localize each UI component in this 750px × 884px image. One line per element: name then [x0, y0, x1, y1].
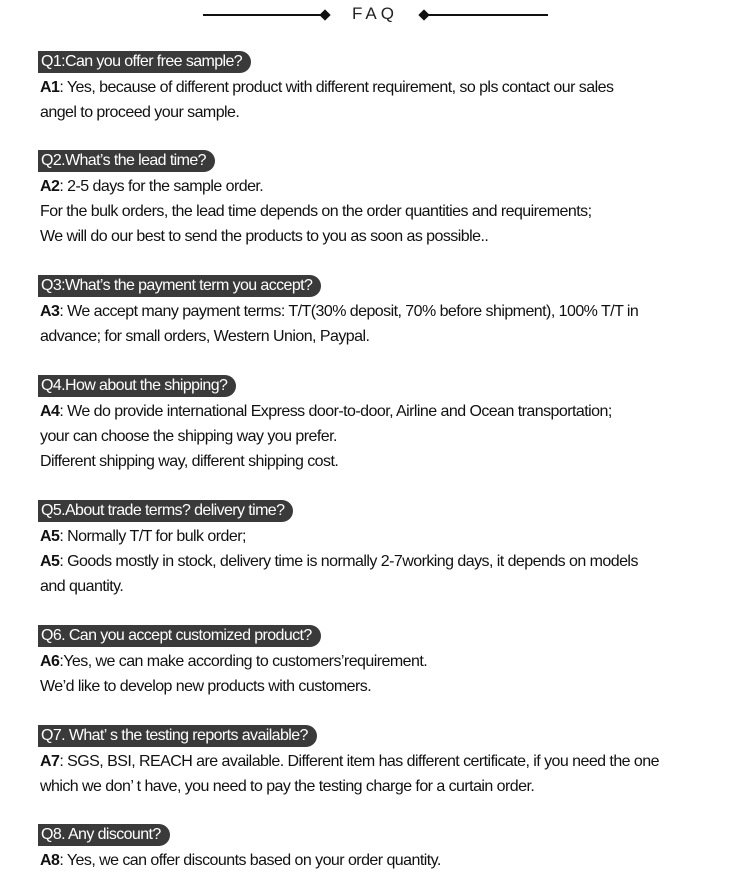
- header-rule-left: [203, 14, 323, 16]
- answer-text: angel to proceed your sample.: [40, 104, 240, 121]
- answer: [40, 299, 738, 349]
- faq-item-2: [38, 150, 738, 249]
- header-rule-right: [427, 14, 548, 16]
- question-pill: Q5.About trade terms? delivery time?: [38, 500, 293, 522]
- question-pill: Q2.What’s the lead time?: [38, 150, 215, 172]
- answer-text: Different shipping way, different shipping cost.: [40, 453, 339, 470]
- answer-label: A5: [40, 528, 60, 545]
- answer-text: For the bulk orders, the lead time depends on the order quantities and requirements;: [40, 203, 592, 220]
- answer: [40, 75, 738, 125]
- answer-label: A8: [40, 852, 60, 869]
- answer-text: : Yes, because of different product with different requirement, so pls contact our sales: [59, 79, 614, 96]
- answer-text: : We accept many payment terms: T/T(30% deposit, 70% before shipment), 100% T/T in: [59, 303, 639, 320]
- faq-title: FAQ: [351, 4, 398, 23]
- answer: [40, 749, 738, 799]
- faq-item-6: [38, 625, 738, 699]
- faq-item-1: [38, 51, 738, 125]
- answer: [40, 174, 738, 249]
- faq-header: [0, 0, 750, 32]
- answer-text: : Yes, we can offer discounts based on your order quantity.: [59, 852, 441, 869]
- faq-item-8: [38, 824, 738, 873]
- question-pill: Q1:Can you offer free sample?: [38, 51, 251, 73]
- question-pill: Q8. Any discount?: [38, 824, 170, 846]
- faq-item-3: [38, 275, 738, 349]
- answer-text: your can choose the shipping way you prefer.: [40, 428, 337, 445]
- answer: [40, 399, 738, 474]
- faq-item-7: [38, 725, 738, 799]
- answer-text: :Yes, we can make according to customers’requirement.: [59, 653, 428, 670]
- answer-label: A5: [40, 553, 60, 570]
- answer-label: A3: [40, 303, 60, 320]
- answer-text: and quantity.: [40, 578, 124, 595]
- question-pill: Q3:What’s the payment term you accept?: [38, 275, 321, 297]
- answer-label: A7: [40, 753, 60, 770]
- faq-item-5: [38, 500, 738, 599]
- answer-text: advance; for small orders, Western Union, Paypal.: [40, 328, 370, 345]
- answer-label: A2: [40, 178, 60, 195]
- answer-text: : Goods mostly in stock, delivery time is normally 2-7working days, it depends on models: [59, 553, 638, 570]
- question-pill: Q4.How about the shipping?: [38, 375, 236, 397]
- answer-text: : We do provide international Express door-to-door, Airline and Ocean transportation;: [59, 403, 612, 420]
- answer: [40, 524, 738, 599]
- answer-text: : SGS, BSI, REACH are available. Different item has different certificate, if you need the one: [59, 753, 659, 770]
- answer-text: : 2-5 days for the sample order.: [59, 178, 264, 195]
- question-pill: Q7. What’ s the testing reports available?: [38, 725, 317, 747]
- question-pill: Q6. Can you accept customized product?: [38, 625, 321, 647]
- answer-text: which we don’ t have, you need to pay the testing charge for a curtain order.: [40, 778, 535, 795]
- faq-item-4: [38, 375, 738, 474]
- answer-label: A6: [40, 653, 60, 670]
- diamond-left-icon: [319, 9, 330, 20]
- answer-label: A1: [40, 79, 60, 96]
- answer: [40, 649, 738, 699]
- answer-text: We will do our best to send the products to you as soon as possible..: [40, 228, 489, 245]
- answer-text: : Normally T/T for bulk order;: [59, 528, 246, 545]
- answer-text: We’d like to develop new products with customers.: [40, 678, 372, 695]
- answer-label: A4: [40, 403, 60, 420]
- answer: [40, 848, 738, 873]
